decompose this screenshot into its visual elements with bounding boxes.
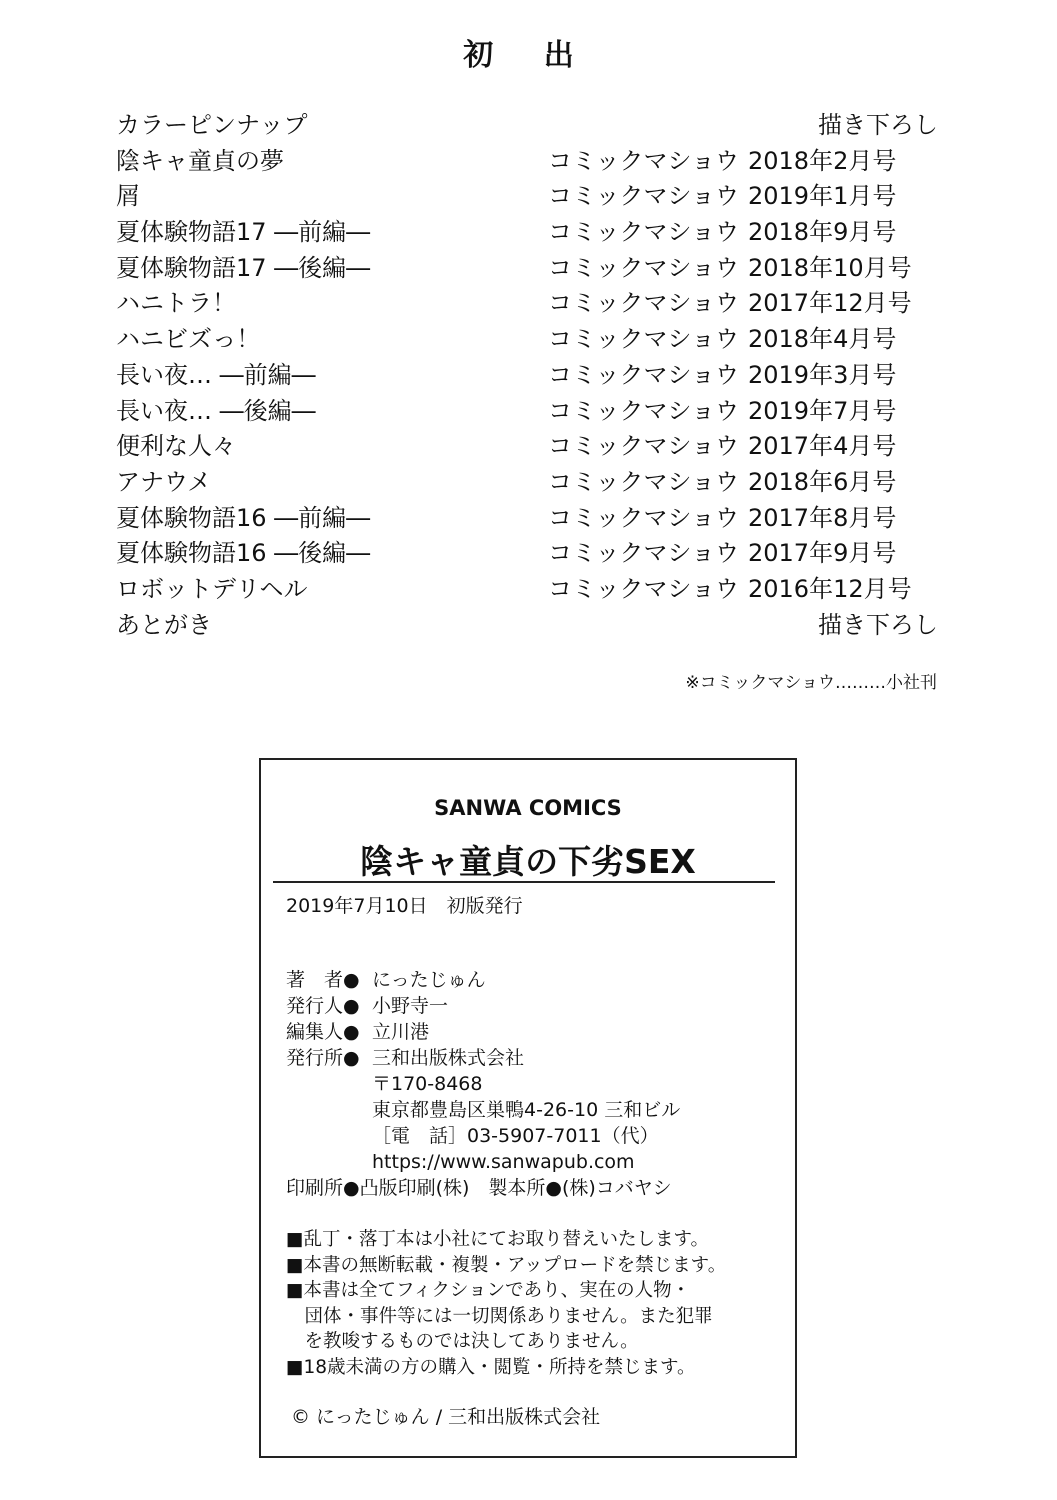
staff-label: 発行所● (286, 1047, 360, 1069)
toc-row (116, 286, 938, 322)
story-title: あとがき (116, 610, 212, 639)
toc-row (116, 108, 938, 144)
toc-row (116, 322, 938, 358)
toc-row (116, 572, 938, 608)
source-note: 描き下ろし (818, 610, 938, 639)
toc-row (116, 144, 938, 180)
copyright: © にったじゅん / 三和出版株式会社 (291, 1406, 601, 1428)
notice-line: ■18歳未満の方の購入・閲覧・所持を禁じます。 (286, 1356, 696, 1378)
issue-date: 2018年2月号 (748, 146, 897, 175)
website-url: https://www.sanwapub.com (372, 1151, 635, 1173)
page-heading: 初 出 (463, 38, 594, 73)
toc-row (116, 536, 938, 572)
source-note: 描き下ろし (818, 111, 938, 139)
street-address: 東京都豊島区巣鴨4-26-10 三和ビル (372, 1099, 681, 1121)
toc-row (116, 608, 938, 644)
issue-date: 2017年8月号 (748, 503, 897, 532)
toc-row (116, 358, 938, 394)
magazine-name: コミックマショウ (548, 503, 740, 532)
story-title: 夏体験物語17 ―前編― (116, 218, 371, 247)
magazine-name: コミックマショウ (548, 396, 740, 425)
issue-date: 2018年10月号 (748, 253, 912, 282)
story-title: 長い夜… ―前編― (116, 360, 316, 389)
story-title: アナウメ (116, 467, 212, 496)
staff-label: 発行人● (286, 995, 360, 1017)
publisher-note: ※コミックマショウ………小社刊 (685, 673, 937, 693)
story-title: ハニトラ！ (116, 289, 236, 318)
staff-label: 編集人● (286, 1021, 360, 1043)
story-title: ロボットデリヘル (116, 574, 308, 603)
toc-row (116, 429, 938, 465)
issue-date: 2019年7月号 (748, 396, 897, 425)
toc-row (116, 179, 938, 215)
phone-number: ［電 話］03-5907-7011（代） (372, 1125, 659, 1147)
magazine-name: コミックマショウ (548, 289, 740, 318)
staff-label: 著 者● (286, 969, 360, 991)
issue-date: 2017年12月号 (748, 289, 912, 318)
notice-line: ■本書は全てフィクションであり、実在の人物・ (286, 1280, 691, 1301)
issue-date: 2017年9月号 (748, 539, 897, 568)
story-title: 夏体験物語16 ―前編― (116, 503, 371, 532)
story-title: 屑 (116, 182, 140, 211)
postal-code: 〒170-8468 (372, 1073, 483, 1095)
issue-date: 2019年1月号 (748, 182, 897, 211)
toc-row (116, 465, 938, 501)
staff-row (286, 1019, 680, 1045)
staff-value: 立川港 (372, 1021, 430, 1043)
story-title: 便利な人々 (116, 432, 236, 461)
issue-date: 2016年12月号 (748, 574, 912, 603)
issue-date: 2018年4月号 (748, 325, 897, 354)
magazine-name: コミックマショウ (548, 467, 740, 496)
notice-line: を教唆するものでは決してありません。 (286, 1331, 639, 1352)
issue-date: 2018年6月号 (748, 467, 897, 496)
staff-value: 三和出版株式会社 (372, 1047, 525, 1069)
toc-row (116, 215, 938, 251)
magazine-name: コミックマショウ (548, 218, 740, 247)
magazine-name: コミックマショウ (548, 360, 740, 389)
printer-binder: 印刷所●凸版印刷(株) 製本所●(株)コバヤシ (286, 1177, 672, 1199)
notice-line: ■乱丁・落丁本は小社にてお取り替えいたします。 (286, 1229, 710, 1250)
series-label: SANWA COMICS (434, 796, 622, 820)
story-title: 夏体験物語17 ―後編― (116, 253, 371, 282)
staff-value: 小野寺一 (372, 995, 449, 1017)
story-title: 夏体験物語16 ―後編― (116, 539, 371, 568)
staff-row (286, 967, 680, 993)
magazine-name: コミックマショウ (548, 146, 740, 175)
story-title: ハニビズっ！ (116, 325, 261, 354)
toc-row (116, 394, 938, 430)
first-appearance-list (116, 108, 938, 643)
magazine-name: コミックマショウ (548, 539, 740, 568)
toc-row (116, 501, 938, 537)
colophon-box (259, 758, 797, 1458)
story-title: カラーピンナップ (116, 111, 308, 139)
magazine-name: コミックマショウ (548, 325, 740, 354)
notice-line: ■本書の無断転載・複製・アップロードを禁じます。 (286, 1254, 727, 1276)
legal-notices (286, 1227, 726, 1380)
story-title: 長い夜… ―後編― (116, 396, 316, 425)
staff-row (286, 993, 680, 1019)
book-title: 陰キャ童貞の下劣SEX (360, 842, 696, 881)
magazine-name: コミックマショウ (548, 182, 740, 211)
release-date: 2019年7月10日 初版発行 (286, 895, 523, 917)
staff-row (286, 1045, 680, 1071)
issue-date: 2018年9月号 (748, 218, 897, 247)
issue-date: 2019年3月号 (748, 360, 897, 389)
title-divider (273, 881, 775, 883)
magazine-name: コミックマショウ (548, 253, 740, 282)
magazine-name: コミックマショウ (548, 574, 740, 603)
story-title: 陰キャ童貞の夢 (116, 146, 284, 175)
staff-credits (286, 967, 680, 1201)
magazine-name: コミックマショウ (548, 432, 740, 461)
notice-line: 団体・事件等には一切関係ありません。また犯罪 (286, 1305, 713, 1327)
issue-date: 2017年4月号 (748, 432, 897, 461)
toc-row (116, 251, 938, 287)
staff-value: にったじゅん (372, 969, 486, 991)
